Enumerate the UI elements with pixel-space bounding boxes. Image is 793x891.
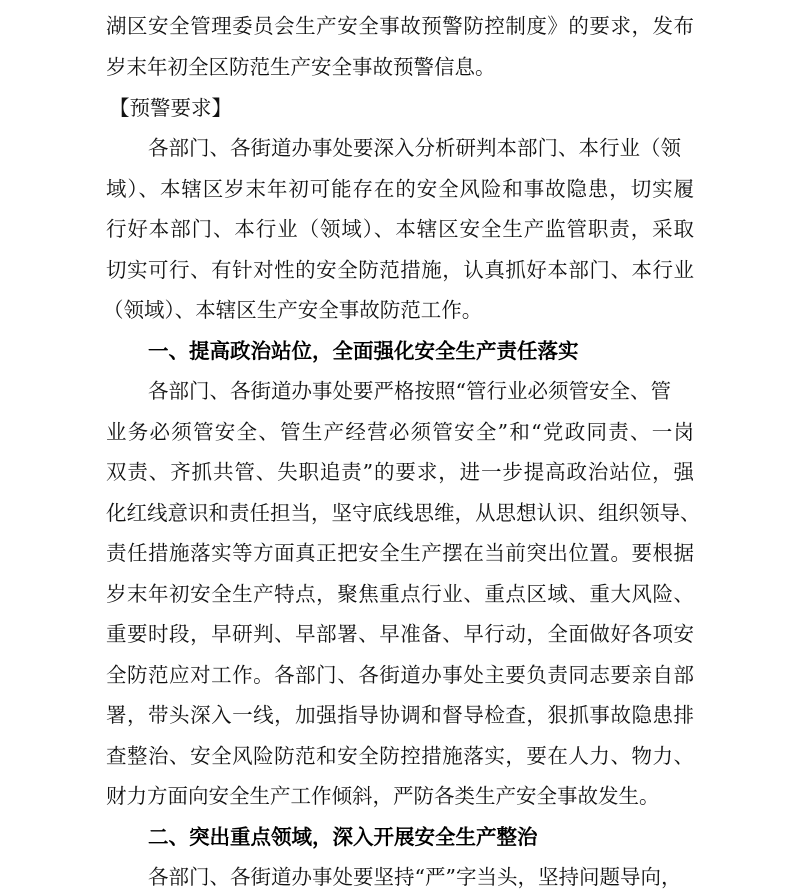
paragraph-general-line-5: （领域）、本辖区生产安全事故防范工作。 (103, 298, 483, 322)
paragraph-1-line-10: 查整治、安全风险防范和安全防控措施落实，要在人力、物力、 (106, 744, 694, 768)
intro-line-1: 湖区安全管理委员会生产安全事故预警防控制度》的要求，发布 (106, 14, 694, 38)
paragraph-1-line-5: 责任措施落实等方面真正把安全生产摆在当前突出位置。要根据 (106, 541, 694, 565)
section-label: 【预警要求】 (109, 96, 232, 120)
paragraph-1-line-8: 全防范应对工作。各部门、各街道办事处主要负责同志要亲自部 (106, 663, 694, 687)
paragraph-1-line-4: 化红线意识和责任担当，坚守底线思维，从思想认识、组织领导、 (106, 501, 701, 525)
paragraph-general-line-4: 切实可行、有针对性的安全防范措施，认真抓好本部门、本行业 (106, 258, 694, 282)
paragraph-1-line-9: 署，带头深入一线，加强指导协调和督导检查，狠抓事故隐患排 (106, 703, 694, 727)
paragraph-general-line-3: 行好本部门、本行业（领域）、本辖区安全生产监管职责，采取 (106, 217, 694, 241)
paragraph-general-line-2: 域）、本辖区岁末年初可能存在的安全风险和事故隐患，切实履 (106, 177, 694, 201)
paragraph-general-line-1: 各部门、各街道办事处要深入分析研判本部门、本行业（领 (148, 136, 681, 160)
paragraph-2-line-1: 各部门、各街道办事处要坚持“严”字当头，坚持问题导向， (148, 865, 682, 889)
paragraph-1-line-1: 各部门、各街道办事处要严格按照“管行业必须管安全、管 (148, 379, 671, 403)
heading-1: 一、提高政治站位，全面强化安全生产责任落实 (148, 339, 579, 363)
intro-line-2: 岁末年初全区防范生产安全事故预警信息。 (106, 55, 496, 79)
paragraph-1-line-6: 岁末年初安全生产特点，聚焦重点行业、重点区域、重大风险、 (106, 582, 694, 606)
paragraph-1-line-3: 双责、齐抓共管、失职追责”的要求，进一步提高政治站位，强 (106, 460, 694, 484)
paragraph-1-line-7: 重要时段，早研判、早部署、早准备、早行动，全面做好各项安 (106, 622, 694, 646)
heading-2: 二、突出重点领域，深入开展安全生产整治 (148, 825, 538, 849)
paragraph-1-line-11: 财力方面向安全生产工作倾斜，严防各类生产安全事故发生。 (106, 784, 660, 808)
paragraph-1-line-2: 业务必须管安全、管生产经营必须管安全”和“党政同责、一岗 (106, 420, 694, 444)
